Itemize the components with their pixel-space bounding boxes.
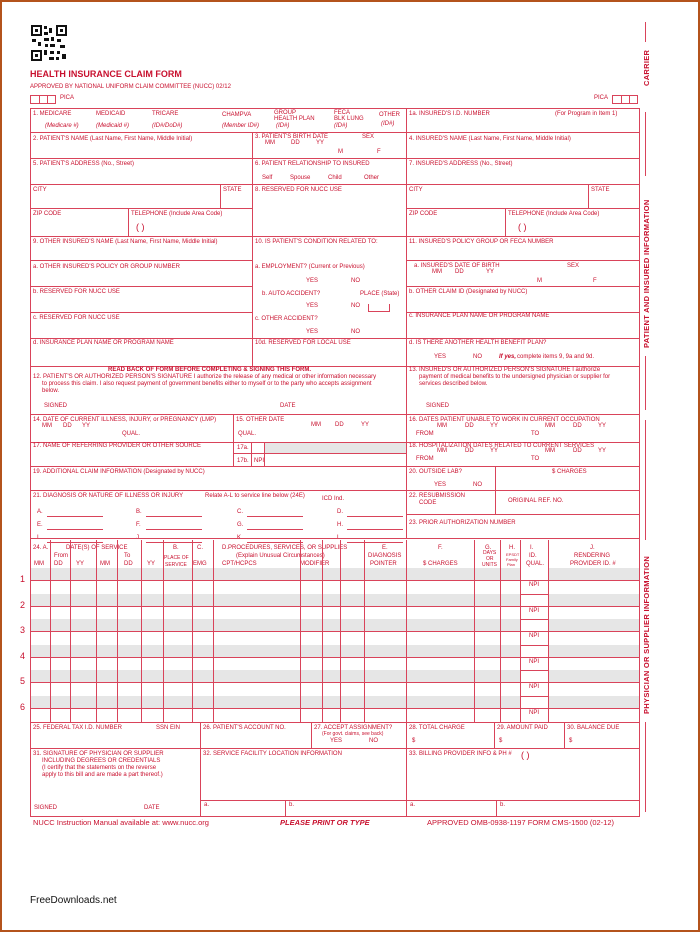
field-17b[interactable]: 17b. — [237, 458, 249, 464]
read-back-notice: READ BACK OF FORM BEFORE COMPLETING & SIGNING THIS FORM. — [108, 367, 311, 373]
f21-relate: Relate A-L to service line below (24E) — [205, 493, 305, 499]
insured-zip[interactable]: ZIP CODE — [409, 211, 438, 217]
service-line-shaded-provider[interactable] — [548, 696, 639, 708]
insured-state[interactable]: STATE — [591, 187, 610, 193]
patient-state[interactable]: STATE — [223, 187, 242, 193]
service-line-shaded-provider[interactable] — [548, 594, 639, 606]
f33-phone-parens[interactable]: ( ) — [521, 750, 530, 760]
f18-from[interactable]: FROM — [416, 456, 434, 462]
service-line-shaded-provider[interactable] — [548, 670, 639, 682]
service-line-npi: NPI — [529, 684, 540, 691]
insured-sex-f[interactable]: F — [593, 278, 597, 284]
field-10-condition: 10. IS PATIENT'S CONDITION RELATED TO: — [255, 239, 378, 245]
field-12-text-2: to process this claim. I also request payment of government benefits either to myself or to the party who accepts assignment — [42, 381, 372, 387]
group-id: (ID#) — [276, 123, 290, 129]
service-line-npi: NPI — [529, 710, 540, 716]
f24-plan: Plan — [507, 562, 516, 567]
field-32-facility[interactable]: 32. SERVICE FACILITY LOCATION INFORMATION — [203, 751, 342, 757]
service-line-npi: NPI — [529, 658, 540, 665]
omb-approval: APPROVED OMB-0938-1197 FORM CMS-1500 (02-12) — [427, 818, 615, 827]
field-7-insured-address[interactable]: 7. INSURED'S ADDRESS (No., Street) — [409, 161, 513, 167]
field-1a-insured-id[interactable]: 1a. INSURED'S I.D. NUMBER — [409, 111, 490, 117]
side-label-patient: PATIENT AND INSURED INFORMATION — [642, 199, 651, 348]
service-line-npi: NPI — [529, 582, 540, 588]
f16-yy: YY — [490, 423, 499, 429]
f24-b: B. — [173, 545, 179, 551]
field-6-relationship[interactable]: 6. PATIENT RELATIONSHIP TO INSURED — [255, 161, 370, 167]
f31-date[interactable]: DATE — [144, 805, 160, 811]
auto-place-state[interactable]: PLACE (State) — [360, 291, 400, 297]
f18-yy: YY — [490, 448, 499, 454]
ssn-ein[interactable]: SSN EIN — [156, 725, 181, 731]
tricare-number: (ID#/DoD#) — [152, 123, 183, 129]
field-10c-other-accident: c. OTHER ACCIDENT? — [255, 316, 318, 322]
pica-right-boxes[interactable] — [612, 95, 638, 104]
service-line-number: 2 — [20, 599, 26, 610]
f14-yy: YY — [82, 423, 91, 429]
f17b-npi: NPI — [254, 458, 265, 464]
f14-mm: MM — [42, 423, 52, 429]
field-10b-auto-accident: b. AUTO ACCIDENT? — [262, 291, 321, 297]
insured-sex-m[interactable]: M — [537, 278, 542, 284]
member-id: (Member ID#) — [222, 123, 260, 129]
diagnosis-input[interactable] — [347, 542, 403, 543]
pica-left-boxes[interactable] — [30, 95, 56, 104]
pica-right-label: PICA — [594, 95, 609, 101]
nucc-instruction-note: NUCC Instruction Manual available at: www.nucc.org — [33, 818, 209, 827]
f32-b[interactable]: b. — [289, 802, 295, 808]
diagnosis-input[interactable] — [247, 529, 303, 530]
field-10a-employment: a. EMPLOYMENT? (Current or Previous) — [255, 264, 365, 270]
patient-zip[interactable]: ZIP CODE — [33, 211, 62, 217]
another-plan-yes[interactable]: YES — [434, 354, 447, 360]
field-2-patient-name[interactable]: 2. PATIENT'S NAME (Last Name, First Name, Middle Initial) — [33, 136, 193, 142]
service-line-shaded[interactable] — [30, 645, 520, 657]
diagnosis-input[interactable] — [247, 516, 303, 517]
f15-mm: MM — [311, 422, 321, 428]
f18-mm: MM — [437, 448, 447, 454]
diagnosis-input[interactable] — [47, 542, 103, 543]
diagnosis-input[interactable] — [347, 516, 403, 517]
diagnosis-letter: E. — [37, 522, 43, 528]
print-or-type: PLEASE PRINT OR TYPE — [280, 818, 370, 827]
f15-yy: YY — [361, 422, 370, 428]
f33-a[interactable]: a. — [410, 802, 416, 808]
service-line-shaded-provider[interactable] — [548, 645, 639, 657]
service-line-number: 3 — [20, 625, 26, 636]
f24-provider: PROVIDER ID. # — [570, 561, 616, 567]
f24-place-of: PLACE OF — [164, 555, 189, 561]
field-31-signature: 31. SIGNATURE OF PHYSICIAN OR SUPPLIER — [33, 751, 164, 757]
field-26-account[interactable]: 26. PATIENT'S ACCOUNT NO. — [203, 725, 286, 731]
f24-i: I. — [530, 545, 534, 551]
field-11b-other-claim[interactable]: b. OTHER CLAIM ID (Designated by NUCC) — [409, 289, 528, 295]
field-18-hospitalization[interactable]: 18. HOSPITALIZATION DATES RELATED TO CURRENT SERVICES — [409, 443, 595, 449]
rel-self[interactable]: Self — [262, 175, 273, 181]
field-16-unable-work[interactable]: 16. DATES PATIENT UNABLE TO WORK IN CURRENT OCCUPATION — [409, 417, 600, 423]
side-label-physician: PHYSICIAN OR SUPPLIER INFORMATION — [642, 555, 651, 714]
insured-mm: MM — [432, 269, 442, 275]
diagnosis-input[interactable] — [146, 516, 202, 517]
f22-code: CODE — [419, 500, 437, 506]
champva-label[interactable]: CHAMPVA — [222, 112, 252, 118]
f24-c: C. — [197, 545, 203, 551]
field-20-outside-lab[interactable]: 20. OUTSIDE LAB? — [409, 469, 463, 475]
field-17-referring[interactable]: 17. NAME OF REFERRING PROVIDER OR OTHER SOURCE — [33, 443, 202, 449]
f24-service: SERVICE — [165, 562, 187, 568]
f24-g: G. — [485, 545, 492, 551]
program-note: (For Program in Item 1) — [555, 111, 618, 117]
auto-no[interactable]: NO — [351, 303, 360, 309]
f29-dollar: $ — [499, 738, 503, 744]
feca-id: (ID#) — [334, 123, 348, 129]
f24-e: E. — [382, 545, 388, 551]
insured-dd: DD — [455, 269, 464, 275]
f28-dollar: $ — [412, 738, 416, 744]
f24-to: To — [124, 553, 131, 559]
diagnosis-letter: L. — [337, 535, 343, 541]
f27-yes[interactable]: YES — [330, 738, 343, 744]
f24-dates-label: DATE(S) OF SERVICE — [66, 545, 128, 551]
f32-a[interactable]: a. — [204, 802, 210, 808]
diagnosis-input[interactable] — [47, 529, 103, 530]
f16-to[interactable]: TO — [531, 431, 540, 437]
f24-label: 24. A. — [33, 545, 49, 551]
field-13-text-2: payment of medical benefits to the undersigned physician or supplier for — [419, 374, 611, 380]
patient-sign-date[interactable]: DATE — [280, 403, 296, 409]
f24-or: OR — [486, 556, 494, 562]
diagnosis-letter: C. — [237, 509, 243, 515]
f24-days: DAYS — [483, 550, 497, 556]
f22-original-ref[interactable]: ORIGINAL REF. NO. — [508, 498, 564, 504]
patient-city[interactable]: CITY — [33, 187, 47, 193]
service-line-npi: NPI — [529, 607, 540, 614]
field-15-other-date[interactable]: 15. OTHER DATE — [236, 417, 285, 423]
diagnosis-input[interactable] — [47, 516, 103, 517]
field-4-insured-name[interactable]: 4. INSURED'S NAME (Last Name, First Name, Middle Initial) — [409, 136, 571, 142]
medicare-number: (Medicare #) — [45, 123, 79, 129]
f24-rendering: RENDERING — [574, 553, 611, 559]
f18-yy2: YY — [598, 448, 607, 454]
diagnosis-input[interactable] — [347, 529, 403, 530]
f24-yy2: YY — [147, 561, 156, 567]
other-id: (ID#) — [381, 121, 395, 127]
f24-qual: QUAL. — [526, 561, 545, 567]
f31-degrees: INCLUDING DEGREES OR CREDENTIALS — [42, 758, 161, 764]
f24-j: J. — [590, 545, 595, 551]
field-30-balance-due[interactable]: 30. BALANCE DUE — [567, 725, 620, 731]
f24-diagnosis: DIAGNOSIS — [368, 553, 402, 559]
f24-charges: $ CHARGES — [423, 561, 458, 567]
field-28-total-charge[interactable]: 28. TOTAL CHARGE — [409, 725, 465, 731]
field-1-medicare[interactable]: 1. MEDICARE — [33, 111, 72, 117]
f31-certify: (I certify that the statements on the reverse — [42, 765, 157, 771]
f24-pointer: POINTER — [370, 561, 397, 567]
pica-left-label: PICA — [60, 95, 75, 101]
employment-no[interactable]: NO — [351, 278, 360, 284]
f16-yy2: YY — [598, 423, 607, 429]
service-line-number: 5 — [20, 676, 26, 687]
f24-units: UNITS — [482, 562, 497, 568]
auto-state-box[interactable] — [368, 304, 390, 312]
diagnosis-letter: A. — [37, 509, 43, 515]
f27-no[interactable]: NO — [369, 738, 378, 744]
medicaid-number: (Medicaid #) — [96, 123, 130, 129]
sex-m[interactable]: M — [338, 149, 343, 155]
diagnosis-input[interactable] — [247, 542, 303, 543]
f24-cpt: CPT/HCPCS — [222, 561, 257, 567]
service-line-shaded[interactable] — [30, 619, 520, 631]
f14-qual[interactable]: QUAL. — [122, 431, 141, 437]
other-accident-no[interactable]: NO — [351, 329, 360, 335]
group-health-plan-label: HEALTH PLAN — [274, 116, 315, 122]
f15-dd: DD — [335, 422, 344, 428]
complete-items-note: complete items 9, 9a and 9d. — [517, 354, 595, 360]
f20-no[interactable]: NO — [473, 482, 482, 488]
f27-govt-note: (For govt. claims, see back) — [322, 731, 384, 737]
f30-dollar: $ — [569, 738, 573, 744]
another-plan-no[interactable]: NO — [473, 354, 482, 360]
f24-h: H. — [509, 545, 515, 551]
side-label-carrier: CARRIER — [642, 49, 651, 86]
f24-emg: EMG — [193, 561, 207, 567]
service-line-shaded[interactable] — [30, 568, 520, 580]
f20-yes[interactable]: YES — [434, 482, 447, 488]
service-line-number: 1 — [20, 574, 26, 584]
sex-label: SEX — [362, 134, 375, 140]
rel-child[interactable]: Child — [328, 175, 342, 181]
diagnosis-letter: J. — [136, 535, 141, 541]
diagnosis-letter: D. — [337, 509, 343, 515]
f16-from[interactable]: FROM — [416, 431, 434, 437]
f16-dd: DD — [465, 423, 474, 429]
insured-yy: YY — [486, 269, 495, 275]
insured-city[interactable]: CITY — [409, 187, 423, 193]
f24-epsdt: EPSDT — [506, 552, 520, 557]
service-line-shaded[interactable] — [30, 670, 520, 682]
yy-label: YY — [316, 140, 325, 146]
f18-to[interactable]: TO — [531, 456, 540, 462]
f24-family: Family — [506, 557, 518, 562]
insured-sex-label: SEX — [567, 263, 580, 269]
f24-dd2: DD — [124, 561, 133, 567]
service-line-shaded[interactable] — [30, 696, 520, 708]
f24-mm2: MM — [100, 561, 110, 567]
field-8-reserved: 8. RESERVED FOR NUCC USE — [255, 187, 342, 193]
field-25-tax-id[interactable]: 25. FEDERAL TAX I.D. NUMBER — [33, 725, 122, 731]
diagnosis-letter: F. — [136, 522, 141, 528]
f24-d: D.PROCEDURES, SERVICES, OR SUPPLIES — [222, 545, 348, 551]
service-line-shaded-provider[interactable] — [548, 568, 639, 580]
diagnosis-letter: G. — [237, 522, 244, 528]
f16-dd2: DD — [573, 423, 582, 429]
service-line-number: 6 — [20, 702, 26, 712]
other-label[interactable]: OTHER — [379, 112, 400, 118]
f33-b[interactable]: b. — [500, 802, 506, 808]
approved-nucc: APPROVED BY NATIONAL UNIFORM CLAIM COMMITTEE (NUCC) 02/12 — [30, 84, 231, 90]
qr-code-icon — [30, 24, 68, 62]
tricare-label[interactable]: TRICARE — [152, 111, 179, 117]
service-line-npi: NPI — [529, 633, 540, 640]
mm-label: MM — [265, 140, 275, 146]
f24-f: F. — [438, 545, 443, 551]
diagnosis-letter: K. — [237, 535, 243, 541]
field-14-date-current[interactable]: 14. DATE OF CURRENT ILLNESS, INJURY, or PREGNANCY (LMP) — [33, 417, 217, 423]
f14-dd: DD — [63, 423, 72, 429]
blk-lung-label: BLK LUNG — [334, 116, 364, 122]
service-line-shaded[interactable] — [30, 594, 520, 606]
icd-ind[interactable]: ICD Ind. — [322, 496, 345, 502]
field-12-signature: 12. PATIENT'S OR AUTHORIZED PERSON'S SIGNATURE I authorize the release of any medical or other information necessary — [33, 374, 377, 380]
field-11-policy-group[interactable]: 11. INSURED'S POLICY GROUP OR FECA NUMBER — [409, 239, 554, 245]
diagnosis-input[interactable] — [146, 529, 202, 530]
field-11c-plan-name[interactable]: c. INSURANCE PLAN NAME OR PROGRAM NAME — [409, 313, 550, 319]
if-yes-note: If yes, — [499, 354, 517, 360]
field-12-text-3: below. — [42, 388, 60, 394]
f24-from: From — [54, 553, 68, 559]
field-9c-reserved: c. RESERVED FOR NUCC USE — [33, 315, 120, 321]
field-13-signature: 13. INSURED'S OR AUTHORIZED PERSON'S SIGNATURE I authorize — [409, 367, 601, 373]
f24-modifier: MODIFIER — [300, 561, 330, 567]
field-9d-plan-name[interactable]: d. INSURANCE PLAN NAME OR PROGRAM NAME — [33, 340, 174, 346]
f18-mm2: MM — [545, 448, 555, 454]
f31-apply: apply to this bill and are made a part thereof.) — [42, 772, 163, 778]
insured-signed[interactable]: SIGNED — [426, 403, 450, 409]
field-5-patient-address[interactable]: 5. PATIENT'S ADDRESS (No., Street) — [33, 161, 134, 167]
insured-telephone[interactable]: TELEPHONE (Include Area Code) — [508, 211, 600, 217]
diagnosis-input[interactable] — [146, 542, 202, 543]
f17a-shade — [264, 443, 406, 453]
f24-d-explain: (Explain Unusual Circumstances) — [236, 553, 325, 559]
watermark-text: FreeDownloads.net — [30, 895, 117, 906]
f24-mm1: MM — [34, 561, 44, 567]
f18-dd2: DD — [573, 448, 582, 454]
field-11a-insured-dob[interactable]: a. INSURED'S DATE OF BIRTH — [414, 263, 500, 269]
field-11d-another-plan[interactable]: d. IS THERE ANOTHER HEALTH BENEFIT PLAN? — [409, 340, 547, 346]
f31-signed[interactable]: SIGNED — [34, 805, 58, 811]
field-29-amount-paid[interactable]: 29. AMOUNT PAID — [497, 725, 548, 731]
diagnosis-letter: B. — [136, 509, 142, 515]
patient-signed[interactable]: SIGNED — [44, 403, 68, 409]
field-19-additional[interactable]: 19. ADDITIONAL CLAIM INFORMATION (Designated by NUCC) — [33, 469, 205, 475]
field-17a[interactable]: 17a. — [237, 445, 249, 451]
diagnosis-letter: H. — [337, 522, 343, 528]
f24-id: ID. — [529, 553, 537, 559]
field-23-prior-auth[interactable]: 23. PRIOR AUTHORIZATION NUMBER — [409, 520, 516, 526]
dd-label: DD — [291, 140, 300, 146]
field-22-resubmission[interactable]: 22. RESUBMISSION — [409, 493, 466, 499]
f20-charges[interactable]: $ CHARGES — [552, 469, 587, 475]
rel-spouse[interactable]: Spouse — [290, 175, 311, 181]
employment-yes[interactable]: YES — [306, 278, 319, 284]
f16-mm: MM — [437, 423, 447, 429]
sex-f[interactable]: F — [377, 149, 381, 155]
f16-mm2: MM — [545, 423, 555, 429]
patient-telephone[interactable]: TELEPHONE (Include Area Code) — [131, 211, 223, 217]
auto-yes[interactable]: YES — [306, 303, 319, 309]
field-9b-reserved: b. RESERVED FOR NUCC USE — [33, 289, 120, 295]
f24-dd1: DD — [54, 561, 63, 567]
diagnosis-letter: I. — [37, 535, 41, 541]
field-9a-policy[interactable]: a. OTHER INSURED'S POLICY OR GROUP NUMBER — [33, 264, 180, 270]
field-13-text-3: services described below. — [419, 381, 488, 387]
f24-yy1: YY — [76, 561, 85, 567]
field-27-accept-assignment[interactable]: 27. ACCEPT ASSIGNMENT? — [314, 725, 393, 731]
f15-qual[interactable]: QUAL. — [238, 431, 257, 437]
other-accident-yes[interactable]: YES — [306, 329, 319, 335]
f18-dd: DD — [465, 448, 474, 454]
feca-label[interactable]: FECA — [334, 110, 351, 116]
insured-phone-parens[interactable]: ( ) — [518, 222, 527, 232]
service-line-number: 4 — [20, 650, 26, 661]
service-line-shaded-provider[interactable] — [548, 619, 639, 631]
field-33-billing[interactable]: 33. BILLING PROVIDER INFO & PH # — [409, 751, 512, 757]
medicaid-label[interactable]: MEDICAID — [96, 111, 126, 117]
patient-phone-parens[interactable]: ( ) — [136, 222, 145, 232]
field-21-diagnosis[interactable]: 21. DIAGNOSIS OR NATURE OF ILLNESS OR INJURY — [33, 493, 184, 499]
group-label[interactable]: GROUP — [274, 110, 297, 116]
rel-other[interactable]: Other — [364, 175, 380, 181]
form-title: HEALTH INSURANCE CLAIM FORM — [30, 69, 182, 79]
field-10d-local-use[interactable]: 10d. RESERVED FOR LOCAL USE — [255, 340, 351, 346]
field-9-other-insured[interactable]: 9. OTHER INSURED'S NAME (Last Name, First Name, Middle Initial) — [33, 239, 218, 245]
field-3-birth-date[interactable]: 3. PATIENT'S BIRTH DATE — [255, 134, 329, 140]
